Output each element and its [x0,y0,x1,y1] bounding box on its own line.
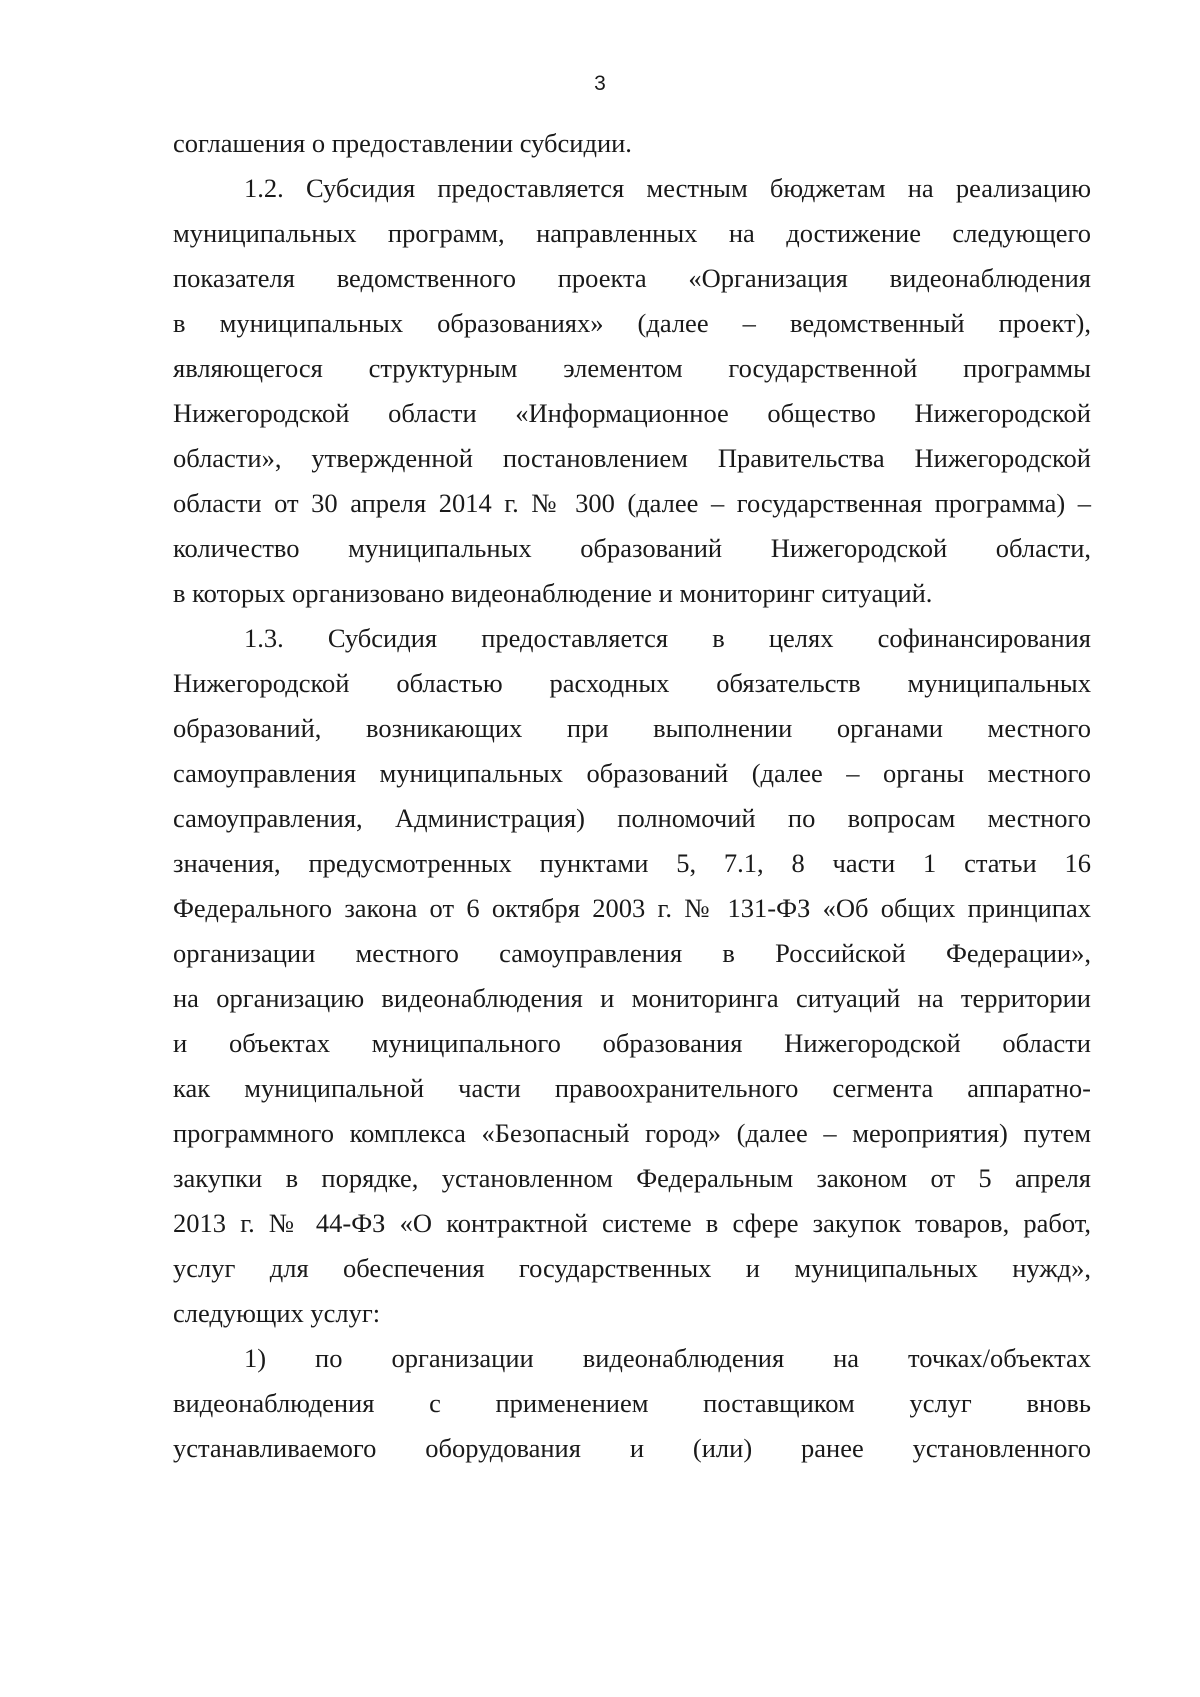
text-line: программного комплекса «Безопасный город» (далее – мероприятия) путем [173,1118,1091,1148]
text-line: Нижегородской области «Информационное общество Нижегородской [173,398,1091,428]
paragraph-1-3-first-line: 1.3. Субсидия предоставляется в целях софинансирования [244,623,1091,653]
text-line: следующих услуг: [173,1298,381,1328]
text-line: количество муниципальных образований Нижегородской области, [173,533,1091,563]
text-line: образований, возникающих при выполнении органами местного [173,713,1091,743]
text-line: самоуправления муниципальных образований (далее – органы местного [173,758,1091,788]
page-number: 3 [594,72,606,95]
paragraph-1-2-first-line: 1.2. Субсидия предоставляется местным бюджетам на реализацию [244,173,1091,203]
text-line: муниципальных программ, направленных на достижение следующего [173,218,1091,248]
text-line: соглашения о предоставлении субсидии. [173,128,632,158]
text-line: показателя ведомственного проекта «Организация видеонаблюдения [173,263,1091,293]
text-line: услуг для обеспечения государственных и муниципальных нужд», [173,1253,1091,1283]
text-line: Нижегородской областью расходных обязательств муниципальных [173,668,1091,698]
text-line: значения, предусмотренных пунктами 5, 7.1, 8 части 1 статьи 16 [173,848,1091,878]
text-line: в муниципальных образованиях» (далее – ведомственный проект), [173,308,1091,338]
text-line: 2013 г. № 44-ФЗ «О контрактной системе в сфере закупок товаров, работ, [173,1208,1091,1238]
text-line: области», утвержденной постановлением Правительства Нижегородской [173,443,1091,473]
text-line: области от 30 апреля 2014 г. № 300 (далее – государственная программа) – [173,488,1091,518]
text-line: устанавливаемого оборудования и (или) ранее установленного [173,1433,1091,1463]
text-line: являющегося структурным элементом государственной программы [173,353,1091,383]
text-line: Федерального закона от 6 октября 2003 г. № 131-ФЗ «Об общих принципах [173,893,1091,923]
text-line: организации местного самоуправления в Российской Федерации», [173,938,1091,968]
text-line: как муниципальной части правоохранительного сегмента аппаратно- [173,1073,1091,1103]
text-line: и объектах муниципального образования Нижегородской области [173,1028,1091,1058]
text-line: в которых организовано видеонаблюдение и мониторинг ситуаций. [173,578,933,608]
text-line: на организацию видеонаблюдения и мониторинга ситуаций на территории [173,983,1091,1013]
text-line: самоуправления, Администрация) полномочий по вопросам местного [173,803,1091,833]
list-item-1-first-line: 1) по организации видеонаблюдения на точках/объектах [244,1343,1091,1373]
text-line: закупки в порядке, установленном Федеральным законом от 5 апреля [173,1163,1091,1193]
text-line: видеонаблюдения с применением поставщиком услуг вновь [173,1388,1091,1418]
